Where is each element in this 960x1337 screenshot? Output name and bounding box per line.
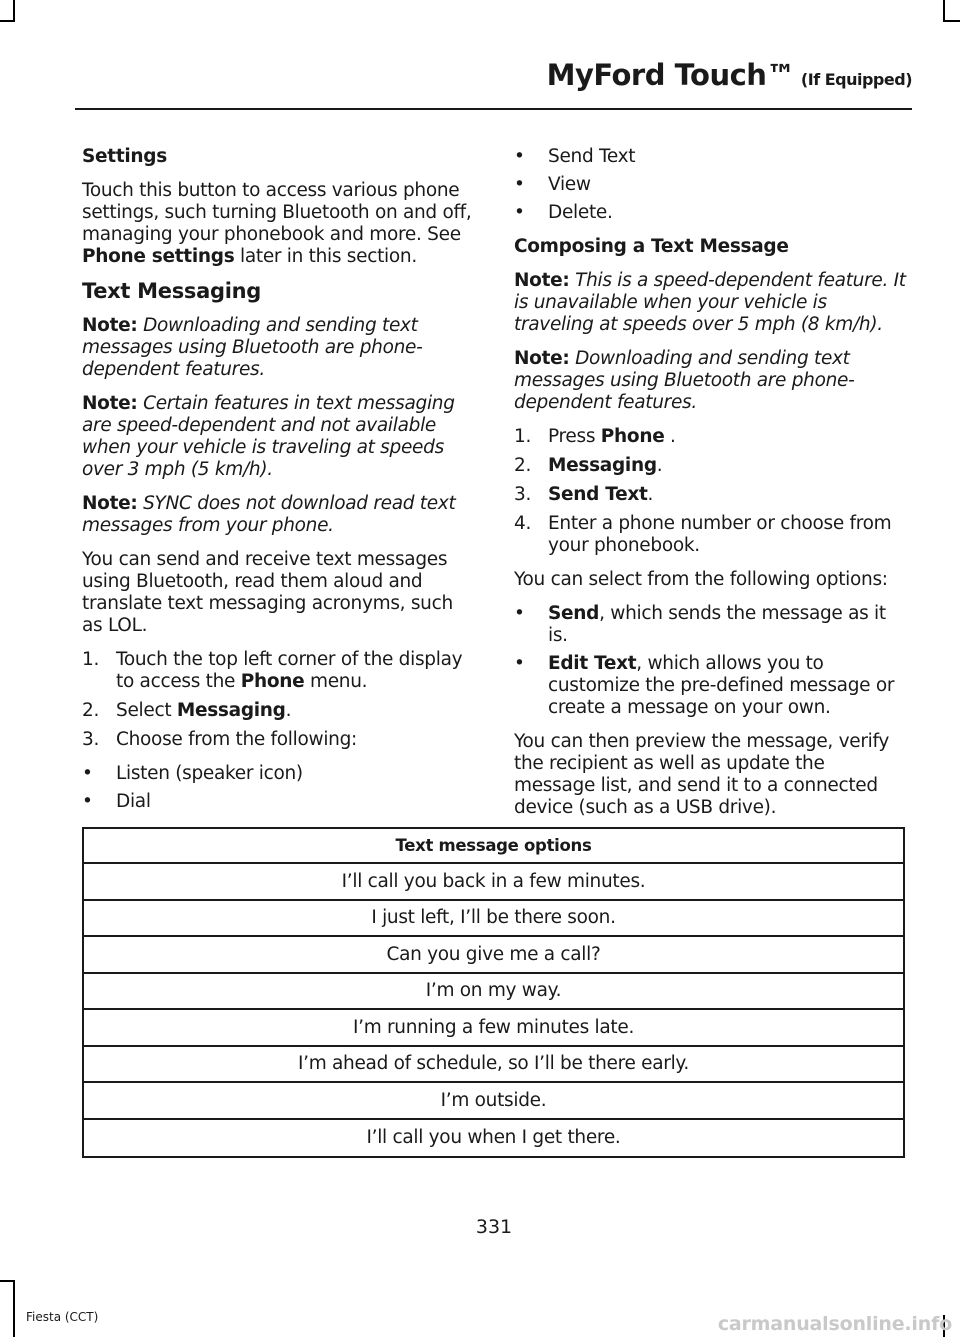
- step-bold: Send Text: [548, 484, 648, 505]
- note: [514, 270, 909, 336]
- right-column: [514, 146, 909, 831]
- list-item: [514, 202, 909, 224]
- bullet-icon: •: [514, 603, 525, 624]
- step-number: 3.: [82, 729, 100, 750]
- bullet-icon: •: [514, 202, 525, 223]
- list-item: [514, 513, 909, 557]
- bullet-list: [514, 146, 909, 224]
- header-title-text: MyFord Touch™: [546, 58, 795, 92]
- steps-list: [82, 649, 477, 751]
- bullet-list: [82, 763, 477, 813]
- note-text: Downloading and sending text messages using Bluetooth are phone-dependent features.: [514, 348, 855, 413]
- step-bold: Messaging: [548, 455, 657, 476]
- settings-text-before: Touch this button to access various phone settings, such turning Bluetooth on and off, managing your phonebook and more. See: [82, 180, 472, 245]
- settings-text-after: later in this section.: [234, 246, 417, 267]
- bullet-icon: •: [514, 146, 525, 167]
- step-number: 2.: [514, 455, 532, 476]
- composing-heading: Composing a Text Message: [514, 236, 789, 257]
- phone-settings-reference: Phone settings: [82, 246, 235, 267]
- note-text: This is a speed-dependent feature. It is unavailable when your vehicle is traveling at speeds over 5 mph (8 km/h).: [514, 270, 906, 335]
- header-subtitle: (If Equipped): [800, 70, 912, 89]
- step-number: 1.: [82, 649, 100, 670]
- step-text-after: .: [656, 455, 663, 476]
- bullet-icon: •: [82, 763, 93, 784]
- step-text: Select: [116, 700, 177, 721]
- note-label: Note:: [514, 270, 570, 291]
- crop-mark: [0, 20, 15, 22]
- table-row: I’m ahead of schedule, so I’ll be there early.: [84, 1047, 903, 1084]
- step-text: Press: [548, 426, 601, 447]
- note-text: Certain features in text messaging are speed-dependent and not available when your vehicle is traveling at speeds over 3 mph (5 km/h).: [82, 393, 455, 480]
- crop-mark: [0, 1280, 15, 1282]
- list-item: [514, 653, 909, 719]
- note-label: Note:: [82, 493, 138, 514]
- intro-paragraph: You can send and receive text messages using Bluetooth, read them aloud and translate text messaging acronyms, such as LOL.: [82, 549, 453, 636]
- note-label: Note:: [514, 348, 570, 369]
- left-column: [82, 146, 477, 825]
- step-text: Choose from the following:: [116, 729, 357, 750]
- bullet-text: Listen (speaker icon): [116, 763, 303, 784]
- note-label: Note:: [82, 315, 138, 336]
- note-text: SYNC does not download read text messages from your phone.: [82, 493, 456, 536]
- table-row: I’ll call you back in a few minutes.: [84, 864, 903, 901]
- steps-list: [514, 426, 909, 557]
- footer-watermark: carmanualsonline.info: [717, 1313, 952, 1335]
- step-bold: Phone: [240, 671, 305, 692]
- table-row: Can you give me a call?: [84, 937, 903, 974]
- table-row: I’ll call you when I get there.: [366, 1127, 621, 1149]
- step-text: Enter a phone number or choose from your phonebook.: [548, 513, 892, 556]
- bullet-text: Delete.: [548, 202, 613, 223]
- list-item: [514, 174, 909, 196]
- settings-heading: Settings: [82, 146, 167, 167]
- table-row: I just left, I’ll be there soon.: [84, 901, 903, 938]
- closing-paragraph: You can then preview the message, verify the recipient as well as update the message list, and send it to a connected device (such as a USB drive).: [514, 731, 890, 818]
- text-messaging-heading: Text Messaging: [82, 279, 261, 303]
- list-item: [82, 791, 477, 813]
- note: [514, 348, 909, 414]
- option-bold: Send: [548, 603, 600, 624]
- note: [82, 315, 477, 381]
- list-item: [514, 603, 909, 647]
- step-text: Touch the top left corner of the display to access the: [116, 649, 463, 692]
- step-number: 2.: [82, 700, 100, 721]
- crop-mark: [943, 20, 960, 22]
- header-title: [547, 58, 912, 92]
- list-item: [514, 146, 909, 168]
- list-item: [514, 455, 909, 477]
- bullet-text: Dial: [116, 791, 151, 812]
- page-header: [75, 50, 912, 110]
- option-bold: Edit Text: [548, 653, 637, 674]
- note: [82, 493, 477, 537]
- step-text-after: .: [285, 700, 292, 721]
- step-bold: Phone: [600, 426, 665, 447]
- footer-model: Fiesta (CCT): [26, 1310, 99, 1324]
- page-number: 331: [475, 1216, 513, 1238]
- step-text-after: .: [664, 426, 676, 447]
- list-item: [82, 649, 477, 693]
- note: [82, 393, 477, 481]
- table-row: I’m outside.: [84, 1083, 903, 1120]
- crop-mark: [943, 0, 945, 22]
- step-number: 4.: [514, 513, 532, 534]
- note-label: Note:: [82, 393, 138, 414]
- list-item: [82, 763, 477, 785]
- option-text: , which sends the message as it is.: [548, 603, 886, 646]
- step-bold: Messaging: [176, 700, 286, 721]
- bullet-icon: •: [514, 653, 525, 674]
- table-row: I’m running a few minutes late.: [84, 1010, 903, 1047]
- text-message-options-table: [82, 827, 905, 1158]
- list-item: [514, 484, 909, 506]
- step-text-after: menu.: [304, 671, 368, 692]
- table-header: Text message options: [84, 829, 903, 864]
- options-intro: You can select from the following options:: [514, 569, 888, 590]
- bullet-text: Send Text: [548, 146, 636, 167]
- step-number: 1.: [514, 426, 532, 447]
- step-number: 3.: [514, 484, 532, 505]
- options-list: [514, 603, 909, 719]
- table-row: I’m on my way.: [84, 974, 903, 1011]
- settings-paragraph: [82, 180, 477, 268]
- bullet-text: View: [548, 174, 591, 195]
- list-item: [514, 426, 909, 448]
- crop-mark: [13, 0, 15, 22]
- note-text: Downloading and sending text messages using Bluetooth are phone-dependent features.: [82, 315, 423, 380]
- list-item: [82, 729, 477, 751]
- bullet-icon: •: [82, 791, 93, 812]
- step-text-after: .: [647, 484, 654, 505]
- list-item: [82, 700, 477, 722]
- bullet-icon: •: [514, 174, 525, 195]
- crop-mark: [13, 1280, 15, 1337]
- option-text: , which allows you to customize the pre-defined message or create a message on your own.: [548, 653, 895, 718]
